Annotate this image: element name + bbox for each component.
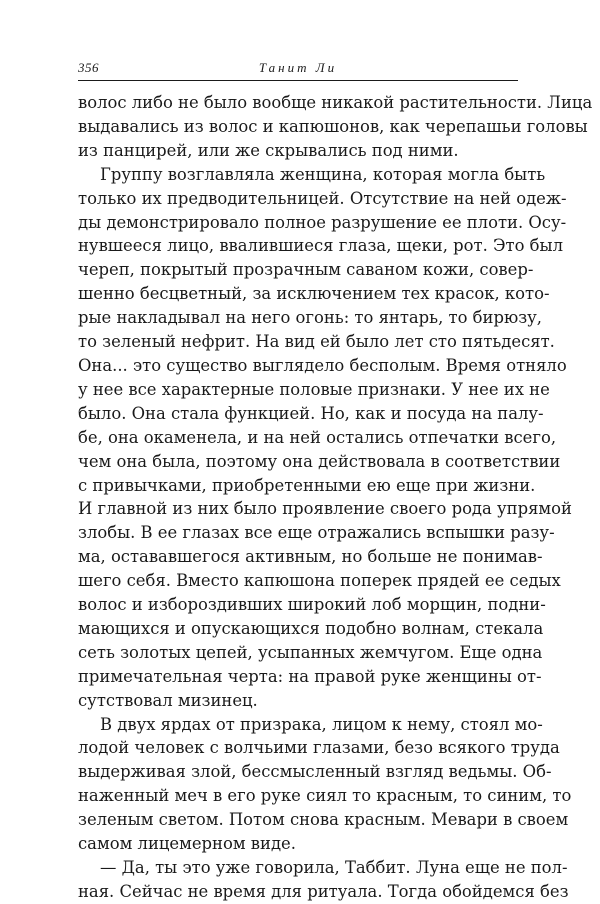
text-line: из панцирей, или же скрывались под ними. (78, 140, 459, 160)
text-line: выдерживая злой, бессмысленный взгляд ведьмы. Об- (78, 762, 552, 782)
paragraph (78, 91, 593, 163)
text-line: ная. Сейчас не время для ритуала. Тогда обойдемся без (78, 881, 569, 901)
text-line: наженный меч в его руке сиял то красным, то синим, то (78, 786, 572, 806)
text-line: было. Она стала функцией. Но, как и посуда на палу- (78, 403, 544, 423)
text-line: череп, покрытый прозрачным саваном кожи, совер- (78, 260, 534, 280)
text-line: только их предводительницей. Отсутствие на ней одеж- (78, 188, 567, 208)
paragraph (78, 856, 569, 904)
text-line: ды демонстрировало полное разрушение ее плоти. Осу- (78, 212, 567, 232)
text-line: злобы. В ее глазах все еще отражались вспышки разу- (78, 523, 555, 543)
text-line: зеленым светом. Потом снова красным. Мевари в своем (78, 810, 569, 830)
text-line: чем она была, поэтому она действовала в соответствии (78, 451, 561, 471)
text-line: самом лицемерном виде. (78, 834, 296, 854)
text-line: шенно бесцветный, за исключением тех красок, кото- (78, 284, 550, 304)
text-line: волос либо не было вообще никакой растительности. Лица (78, 93, 593, 112)
text-line: И главной из них было проявление своего рода упрямой (78, 499, 572, 519)
text-line: с привычками, приобретенными ею еще при жизни. (78, 475, 536, 495)
text-line: ма, остававшегося активным, но больше не понимав- (78, 547, 543, 567)
text-line: — Да, ты это уже говорила, Таббит. Луна еще не пол- (100, 858, 568, 877)
text-line: шего себя. Вместо капюшона поперек прядей ее седых (78, 571, 561, 591)
text-line: у нее все характерные половые признаки. У нее их не (78, 379, 550, 399)
running-head (78, 58, 518, 80)
text-line: лодой человек с волчьими глазами, безо всякого труда (78, 738, 560, 758)
text-line: нувшееся лицо, ввалившиеся глаза, щеки, рот. Это был (78, 236, 564, 256)
text-line: сеть золотых цепей, усыпанных жемчугом. Еще одна (78, 642, 543, 662)
text-line: примечательная черта: на правой руке женщины от- (78, 666, 542, 686)
body-text (78, 91, 593, 904)
text-line: то зеленый нефрит. На вид ей было лет сто пятьдесят. (78, 332, 555, 352)
text-line: мающихся и опускающихся подобно волнам, стекала (78, 618, 544, 638)
page-number: 356 (78, 60, 99, 75)
running-head-author: Танит Ли (258, 60, 338, 75)
paragraph (78, 713, 572, 856)
text-line: волос и избороздивших широкий лоб морщин, подни- (78, 595, 546, 615)
header-rule (78, 80, 518, 81)
paragraph (78, 163, 572, 713)
text-line: Она... это существо выглядело бесполым. Время отняло (78, 355, 567, 375)
text-line: рые накладывал на него огонь: то янтарь, то бирюзу, (78, 308, 543, 328)
text-line: Группу возглавляла женщина, которая могла быть (100, 164, 546, 184)
text-line: сутствовал мизинец. (78, 690, 258, 710)
text-line: В двух ярдах от призрака, лицом к нему, стоял мо- (100, 714, 543, 734)
text-line: выдавались из волос и капюшонов, как черепашьи головы (78, 116, 588, 136)
text-line: бе, она окаменела, и на ней остались отпечатки всего, (78, 427, 557, 447)
